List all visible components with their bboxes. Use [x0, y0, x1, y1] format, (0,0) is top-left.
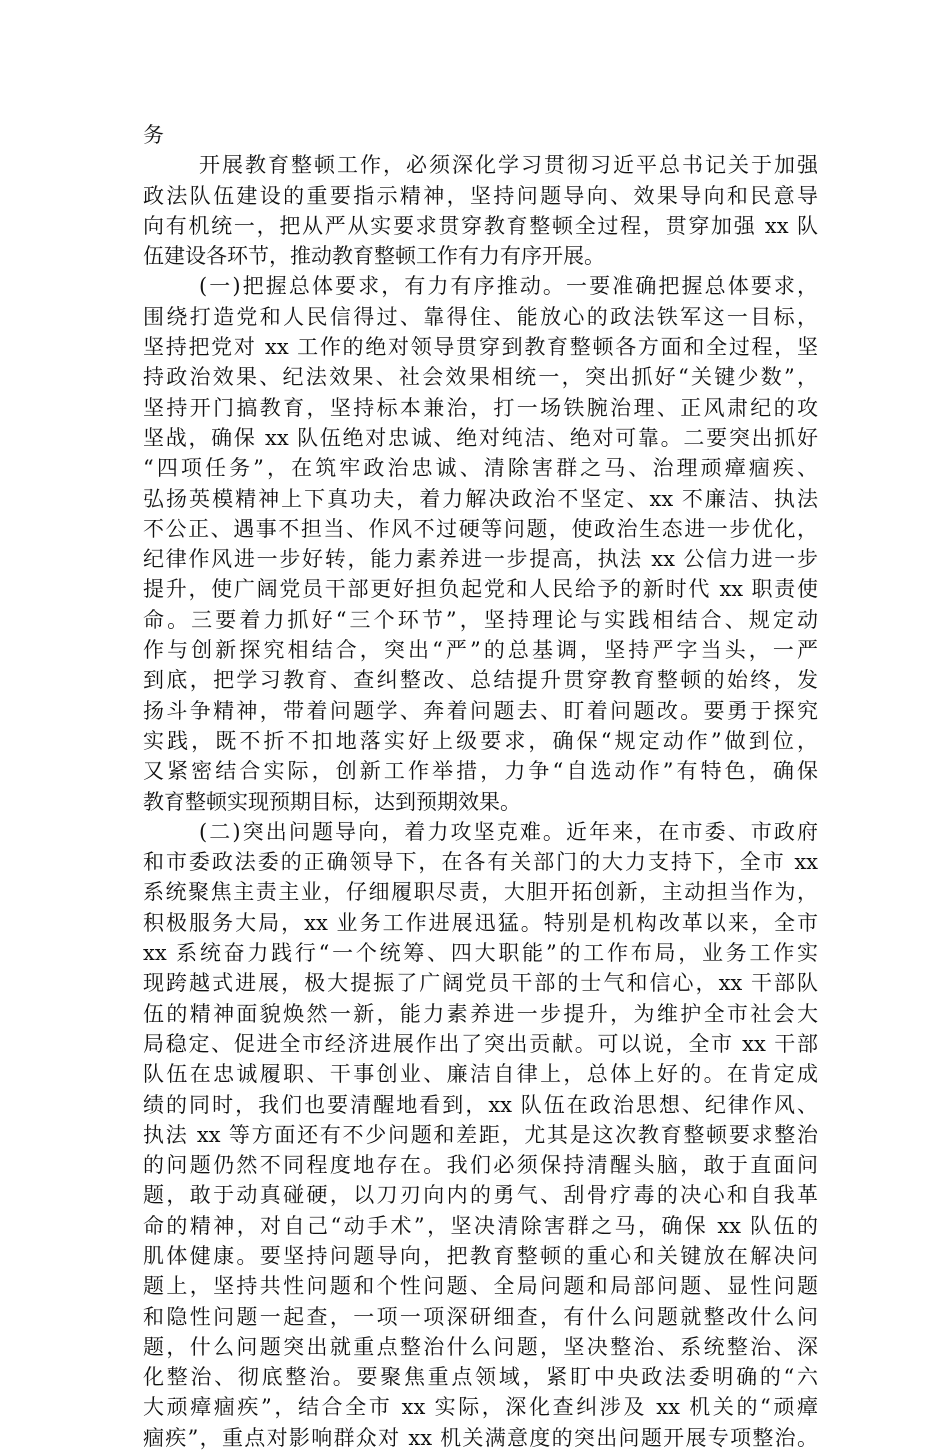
text-line: 不公正、遇事不担当、作风不过硬等问题，使政治生态进一步优化，: [143, 516, 818, 541]
text-line: 局稳定、促进全市经济进展作出了突出贡献。可以说，全市 xx 干部: [143, 1031, 818, 1056]
text-line: 队伍在忠诚履职、干事创业、廉洁自律上，总体上好的。在肯定成: [143, 1062, 818, 1087]
text-line: 系统聚焦主责主业，仔细履职尽责，大胆开拓创新，主动担当作为，: [143, 880, 818, 905]
text-line: 坚战，确保 xx 队伍绝对忠诚、绝对纯洁、绝对可靠。二要突出抓好: [143, 425, 818, 450]
text-line: xx 系统奋力践行“一个统筹、四大职能”的工作布局，业务工作实: [143, 941, 818, 966]
text-line: 化整治、彻底整治。要聚焦重点领域，紧盯中央政法委明确的“六: [143, 1365, 818, 1390]
text-line: 伍建设各环节，推动教育整顿工作有力有序开展。: [143, 244, 605, 269]
text-line: 现跨越式进展，极大提振了广阔党员干部的士气和信心，xx 干部队: [143, 971, 818, 996]
text-line: 弘扬英模精神上下真功夫，着力解决政治不坚定、xx 不廉洁、执法: [143, 486, 818, 511]
text-line: 持政治效果、纪法效果、社会效果相统一，突出抓好“关键少数”，: [143, 365, 818, 390]
text-line: 坚持把党对 xx 工作的绝对领导贯穿到教育整顿各方面和全过程，坚: [143, 335, 818, 360]
text-line: 教育整顿实现预期目标，达到预期效果。: [143, 789, 521, 814]
text-line: 痼疾”，重点对影响群众对 xx 机关满意度的突出问题开展专项整治。: [143, 1425, 818, 1450]
text-line: 提升，使广阔党员干部更好担负起党和人民给予的新时代 xx 职责使: [143, 577, 818, 602]
text-line: 围绕打造党和人民信得过、靠得住、能放心的政法铁军这一目标，: [143, 304, 818, 329]
text-line: 和市委政法委的正确领导下，在各有关部门的大力支持下，全市 xx: [143, 850, 818, 875]
text-line: 又紧密结合实际，创新工作举措，力争“自选动作”有特色，确保: [143, 759, 818, 784]
text-line: (一)把握总体要求，有力有序推动。一要准确把握总体要求，: [199, 274, 818, 299]
text-line: 绩的同时，我们也要清醒地看到，xx 队伍在政治思想、纪律作风、: [143, 1092, 818, 1117]
text-line: 的问题仍然不同程度地存在。我们必须保持清醒头脑，敢于直面问: [143, 1153, 818, 1178]
text-line: 命。三要着力抓好“三个环节”，坚持理论与实践相结合、规定动: [143, 607, 818, 632]
text-line: 题上，坚持共性问题和个性问题、全局问题和局部问题、显性问题: [143, 1274, 818, 1299]
text-line: 纪律作风进一步好转，能力素养进一步提高，执法 xx 公信力进一步: [143, 547, 818, 572]
text-line: 执法 xx 等方面还有不少问题和差距，尤其是这次教育整顿要求整治: [143, 1122, 818, 1147]
text-line: (二)突出问题导向，着力攻坚克难。近年来，在市委、市政府: [199, 819, 818, 844]
text-line: 实践，既不折不扣地落实好上级要求，确保“规定动作”做到位，: [143, 728, 818, 753]
document-body: [143, 120, 818, 1453]
text-line: 积极服务大局，xx 业务工作进展迅猛。特别是机构改革以来，全市: [143, 910, 818, 935]
text-line: “四项任务”，在筑牢政治忠诚、清除害群之马、治理顽瘴痼疾、: [143, 456, 818, 481]
text-line: 到底，把学习教育、查纠整改、总结提升贯穿教育整顿的始终，发: [143, 668, 818, 693]
text-line: 向有机统一，把从严从实要求贯穿教育整顿全过程，贯穿加强 xx 队: [143, 213, 818, 238]
text-line: 题，什么问题突出就重点整治什么问题，坚决整治、系统整治、深: [143, 1334, 818, 1359]
text-line: 肌体健康。要坚持问题导向，把教育整顿的重心和关键放在解决问: [143, 1243, 818, 1268]
text-line: 伍的精神面貌焕然一新，能力素养进一步提升，为维护全市社会大: [143, 1001, 818, 1026]
text-line: 坚持开门搞教育，坚持标本兼治，打一场铁腕治理、正风肃纪的攻: [143, 395, 818, 420]
text-line: 大顽瘴痼疾”，结合全市 xx 实际，深化查纠涉及 xx 机关的“顽瘴: [143, 1395, 818, 1420]
text-line: 开展教育整顿工作，必须深化学习贯彻习近平总书记关于加强: [199, 153, 818, 178]
text-line: 题，敢于动真碰硬，以刀刃向内的勇气、刮骨疗毒的决心和自我革: [143, 1183, 818, 1208]
text-line: 务: [143, 123, 164, 147]
text-line: 政法队伍建设的重要指示精神，坚持问题导向、效果导向和民意导: [143, 183, 818, 208]
text-line: 命的精神，对自己“动手术”，坚决清除害群之马，确保 xx 队伍的: [143, 1213, 818, 1238]
text-line: 扬斗争精神，带着问题学、奔着问题去、盯着问题改。要勇于探究: [143, 698, 818, 723]
text-line: 作与创新探究相结合，突出“严”的总基调，坚持严字当头，一严: [143, 638, 818, 663]
text-line: 和隐性问题一起查，一项一项深研细查，有什么问题就整改什么问: [143, 1304, 818, 1329]
